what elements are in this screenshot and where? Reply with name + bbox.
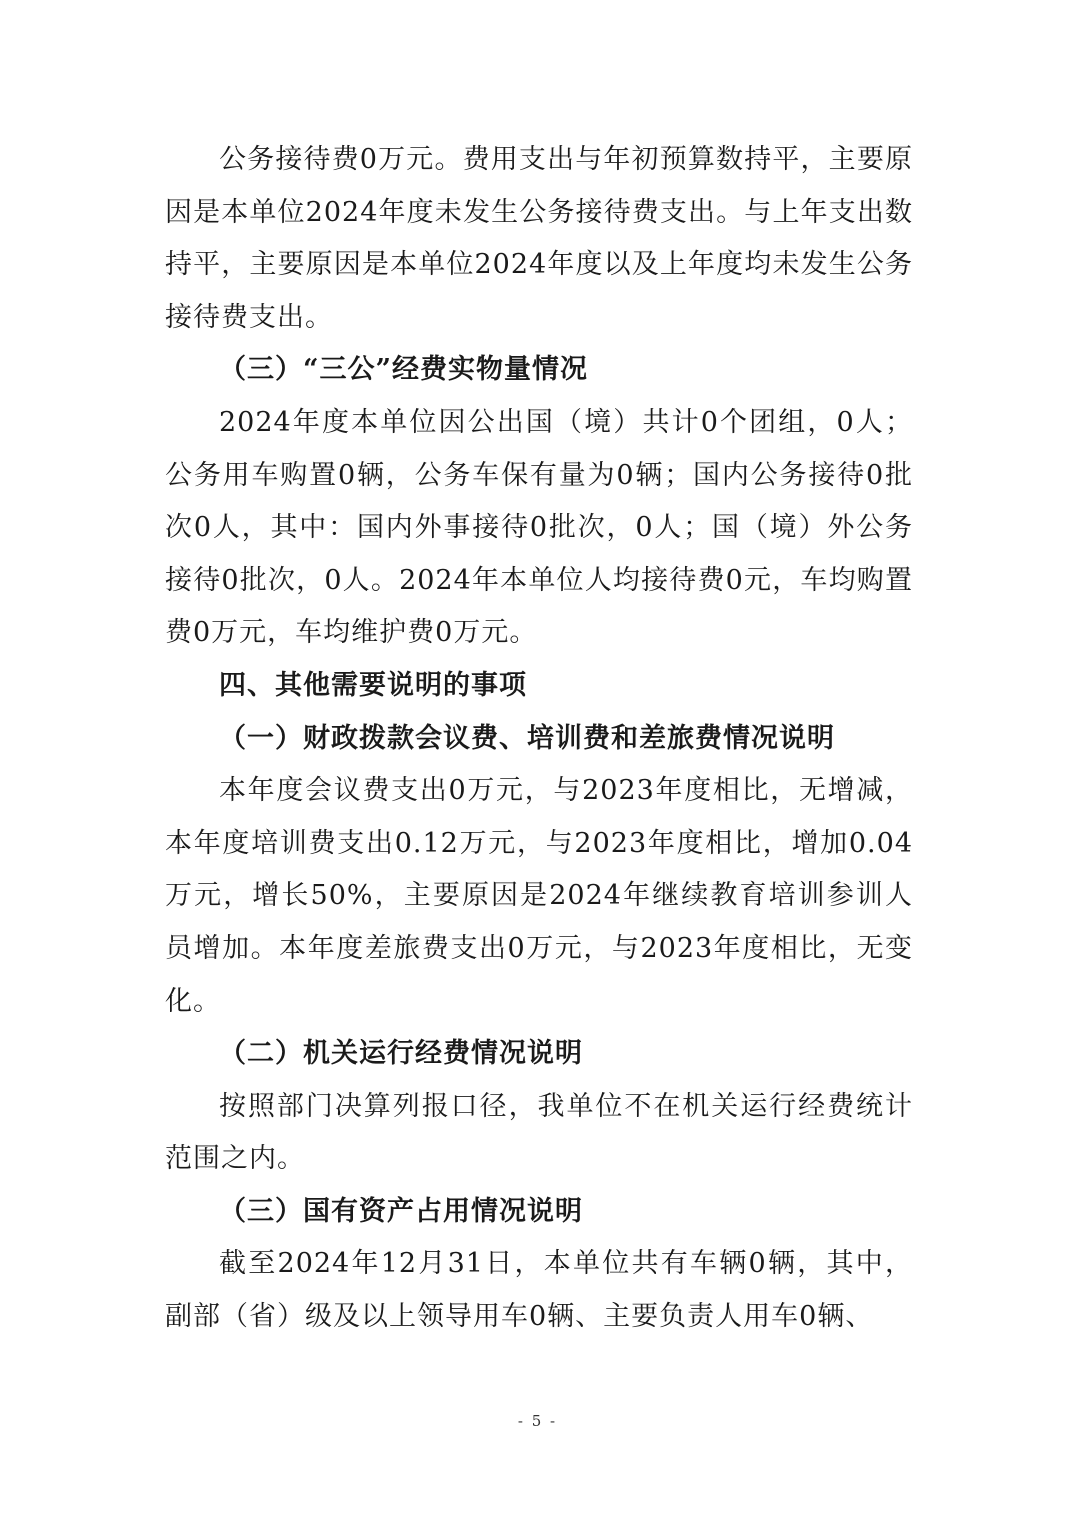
heading-operating-expense: （二）机关运行经费情况说明 — [219, 1038, 583, 1070]
paragraph-meeting-training-travel: 本年度会议费支出0万元，与2023年度相比，无增减，本年度培训费支出0.12万元，与2023年度相比，增加0.04万元，增长50%，主要原因是2024年继续教育培训参训人员增加。本年度差旅费支出0万元，与2023年度相比，无变化。 — [165, 775, 913, 1017]
heading-state-assets: （三）国有资产占用情况说明 — [219, 1195, 583, 1227]
paragraph-state-assets: 截至2024年12月31日，本单位共有车辆0辆，其中，副部（省）级及以上领导用车0辆、主要负责人用车0辆、 — [165, 1248, 913, 1333]
page-number: - 5 - — [517, 1412, 558, 1430]
paragraph-reception-expense: 公务接待费0万元。费用支出与年初预算数持平，主要原因是本单位2024年度未发生公务接待费支出。与上年支出数持平，主要原因是本单位2024年度以及上年度均未发生公务接待费支出。 — [165, 144, 913, 333]
heading-meeting-training-travel: （一）财政拨款会议费、培训费和差旅费情况说明 — [219, 722, 835, 754]
paragraph-three-public-quantity: 2024年度本单位因公出国（境）共计0个团组，0人；公务用车购置0辆，公务车保有量为0辆；国内公务接待0批次0人，其中：国内外事接待0批次，0人；国（境）外公务接待0批次，0人。2024年本单位人均接待费0元，车均购置费0万元，车均维护费0万元。 — [165, 406, 913, 649]
document-body — [165, 134, 913, 1344]
heading-other-matters: 四、其他需要说明的事项 — [219, 669, 527, 701]
heading-three-public-quantity: （三）“三公”经费实物量情况 — [219, 354, 589, 386]
paragraph-operating-expense: 按照部门决算列报口径，我单位不在机关运行经费统计范围之内。 — [165, 1090, 913, 1175]
